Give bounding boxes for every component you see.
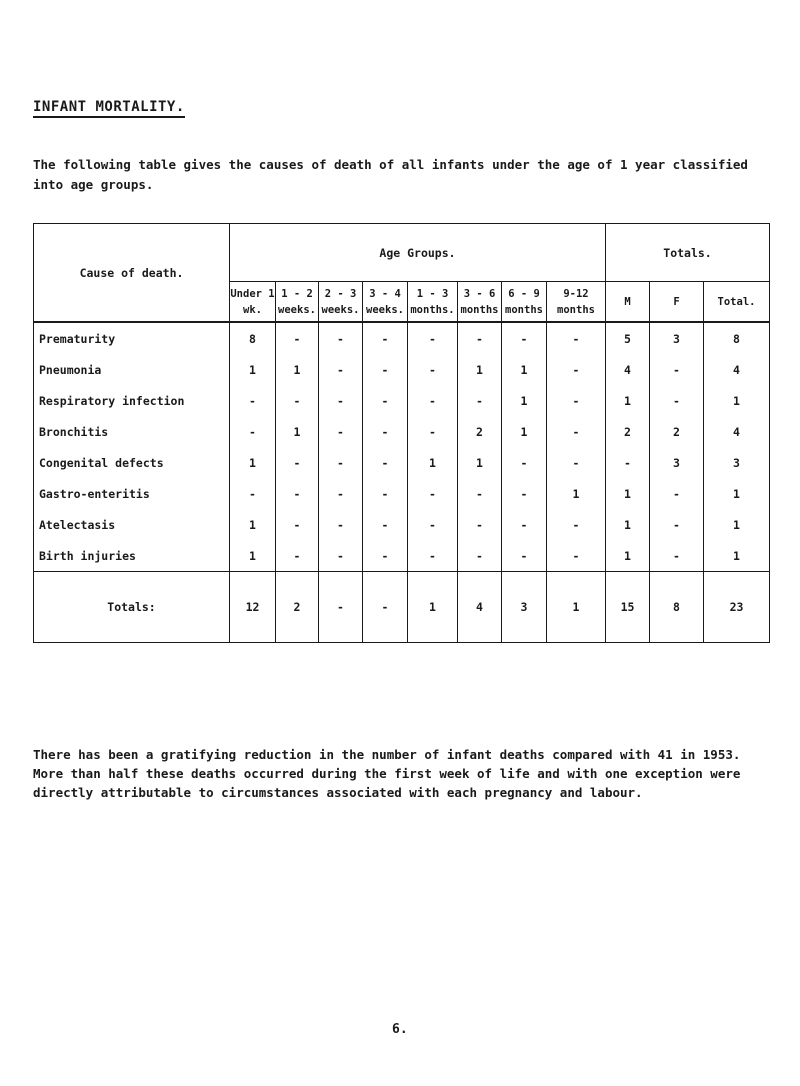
value-cell: - [458, 478, 502, 509]
subheader-cell: 3 - 6 months [458, 282, 502, 323]
value-cell: - [230, 385, 276, 416]
value-cell: - [606, 447, 650, 478]
value-cell: - [650, 354, 704, 385]
value-cell: - [230, 478, 276, 509]
value-cell: - [363, 385, 408, 416]
table-row [34, 354, 770, 385]
value-cell: 5 [606, 322, 650, 354]
value-cell: 2 [606, 416, 650, 447]
subheader-cell: Total. [704, 282, 770, 323]
infant-mortality-table [33, 223, 770, 643]
cause-cell: Pneumonia [34, 354, 230, 385]
table-row [34, 416, 770, 447]
value-cell: 1 [230, 509, 276, 540]
value-cell: 1 [408, 447, 458, 478]
value-cell: 1 [502, 416, 547, 447]
value-cell: 1 [276, 416, 319, 447]
value-cell: - [276, 540, 319, 572]
value-cell: - [408, 416, 458, 447]
intro-paragraph: The following table gives the causes of death of all infants under the age of 1 year classified into age groups. [33, 157, 748, 192]
value-cell: - [547, 540, 606, 572]
subheader-cell: 3 - 4 weeks. [363, 282, 408, 323]
value-cell: 8 [704, 322, 770, 354]
total-value-cell: 12 [230, 572, 276, 643]
value-cell: 1 [230, 540, 276, 572]
value-cell: - [408, 385, 458, 416]
subheader-cell: F [650, 282, 704, 323]
subheader-cell: 9-12 months [547, 282, 606, 323]
cause-cell: Respiratory infection [34, 385, 230, 416]
value-cell: 1 [547, 478, 606, 509]
value-cell: 1 [502, 385, 547, 416]
value-cell: - [458, 385, 502, 416]
value-cell: - [547, 385, 606, 416]
totals-row [34, 572, 770, 643]
value-cell: - [363, 540, 408, 572]
value-cell: - [319, 540, 363, 572]
value-cell: - [319, 322, 363, 354]
value-cell: - [547, 322, 606, 354]
table-row [34, 322, 770, 354]
subheader-cell: 1 - 2 weeks. [276, 282, 319, 323]
cause-cell: Atelectasis [34, 509, 230, 540]
value-cell: 1 [704, 478, 770, 509]
total-value-cell: - [363, 572, 408, 643]
table-row [34, 385, 770, 416]
value-cell: - [363, 354, 408, 385]
value-cell: - [650, 478, 704, 509]
value-cell: 1 [230, 447, 276, 478]
value-cell: 1 [704, 509, 770, 540]
value-cell: - [650, 509, 704, 540]
value-cell: 1 [704, 385, 770, 416]
value-cell: - [502, 322, 547, 354]
subheader-cell: M [606, 282, 650, 323]
value-cell: 3 [704, 447, 770, 478]
value-cell: - [408, 322, 458, 354]
value-cell: - [408, 540, 458, 572]
value-cell: - [650, 540, 704, 572]
cause-cell: Prematurity [34, 322, 230, 354]
value-cell: 1 [606, 385, 650, 416]
total-value-cell: 2 [276, 572, 319, 643]
value-cell: 2 [458, 416, 502, 447]
value-cell: - [363, 447, 408, 478]
value-cell: 4 [704, 416, 770, 447]
cause-cell: Congenital defects [34, 447, 230, 478]
table-body [34, 322, 770, 643]
total-value-cell: 15 [606, 572, 650, 643]
value-cell: - [319, 385, 363, 416]
value-cell: - [276, 509, 319, 540]
table-row [34, 478, 770, 509]
value-cell: 3 [650, 447, 704, 478]
value-cell: - [276, 322, 319, 354]
value-cell: - [408, 509, 458, 540]
value-cell: - [547, 354, 606, 385]
value-cell: - [547, 416, 606, 447]
value-cell: - [319, 478, 363, 509]
value-cell: - [458, 509, 502, 540]
page-number: 6. [392, 1022, 408, 1037]
value-cell: 2 [650, 416, 704, 447]
value-cell: - [458, 540, 502, 572]
value-cell: 1 [458, 447, 502, 478]
total-value-cell: 1 [547, 572, 606, 643]
value-cell: - [276, 447, 319, 478]
value-cell: - [458, 322, 502, 354]
value-cell: 1 [606, 478, 650, 509]
value-cell: - [502, 509, 547, 540]
totals-label: Totals: [34, 572, 230, 643]
page-heading: INFANT MORTALITY. [33, 99, 185, 118]
cause-column-header: Cause of death. [34, 224, 230, 323]
value-cell: 4 [704, 354, 770, 385]
value-cell: - [319, 354, 363, 385]
value-cell: 1 [704, 540, 770, 572]
value-cell: 1 [502, 354, 547, 385]
value-cell: 1 [606, 540, 650, 572]
value-cell: - [363, 509, 408, 540]
value-cell: - [502, 478, 547, 509]
value-cell: - [276, 385, 319, 416]
value-cell: - [547, 509, 606, 540]
value-cell: 1 [230, 354, 276, 385]
table-row [34, 509, 770, 540]
value-cell: - [363, 478, 408, 509]
closing-paragraph: There has been a gratifying reduction in the number of infant deaths compared with 41 in 1953. More than half these deaths occurred during the first week of life and with one exception were directly attributable to circumstances associated with each pregnancy and labour. [33, 747, 741, 800]
cause-cell: Gastro-enteritis [34, 478, 230, 509]
value-cell: 1 [606, 509, 650, 540]
value-cell: - [276, 478, 319, 509]
total-value-cell: - [319, 572, 363, 643]
value-cell: 8 [230, 322, 276, 354]
subheader-cell: 1 - 3 months. [408, 282, 458, 323]
value-cell: - [363, 416, 408, 447]
value-cell: - [319, 416, 363, 447]
cause-cell: Birth injuries [34, 540, 230, 572]
value-cell: - [319, 509, 363, 540]
value-cell: 3 [650, 322, 704, 354]
age-groups-header: Age Groups. [230, 224, 606, 282]
subheader-cell: 2 - 3 weeks. [319, 282, 363, 323]
value-cell: 4 [606, 354, 650, 385]
subheader-cell: Under 1 wk. [230, 282, 276, 323]
value-cell: - [502, 540, 547, 572]
value-cell: - [650, 385, 704, 416]
subheader-cell: 6 - 9 months [502, 282, 547, 323]
table-row [34, 447, 770, 478]
total-value-cell: 4 [458, 572, 502, 643]
value-cell: 1 [276, 354, 319, 385]
value-cell: - [363, 322, 408, 354]
cause-cell: Bronchitis [34, 416, 230, 447]
value-cell: - [319, 447, 363, 478]
total-value-cell: 1 [408, 572, 458, 643]
value-cell: - [408, 478, 458, 509]
value-cell: - [547, 447, 606, 478]
value-cell: - [408, 354, 458, 385]
table-header-row [34, 224, 770, 282]
value-cell: - [230, 416, 276, 447]
total-value-cell: 3 [502, 572, 547, 643]
value-cell: - [502, 447, 547, 478]
totals-header: Totals. [606, 224, 770, 282]
total-value-cell: 23 [704, 572, 770, 643]
table-row [34, 540, 770, 572]
total-value-cell: 8 [650, 572, 704, 643]
value-cell: 1 [458, 354, 502, 385]
